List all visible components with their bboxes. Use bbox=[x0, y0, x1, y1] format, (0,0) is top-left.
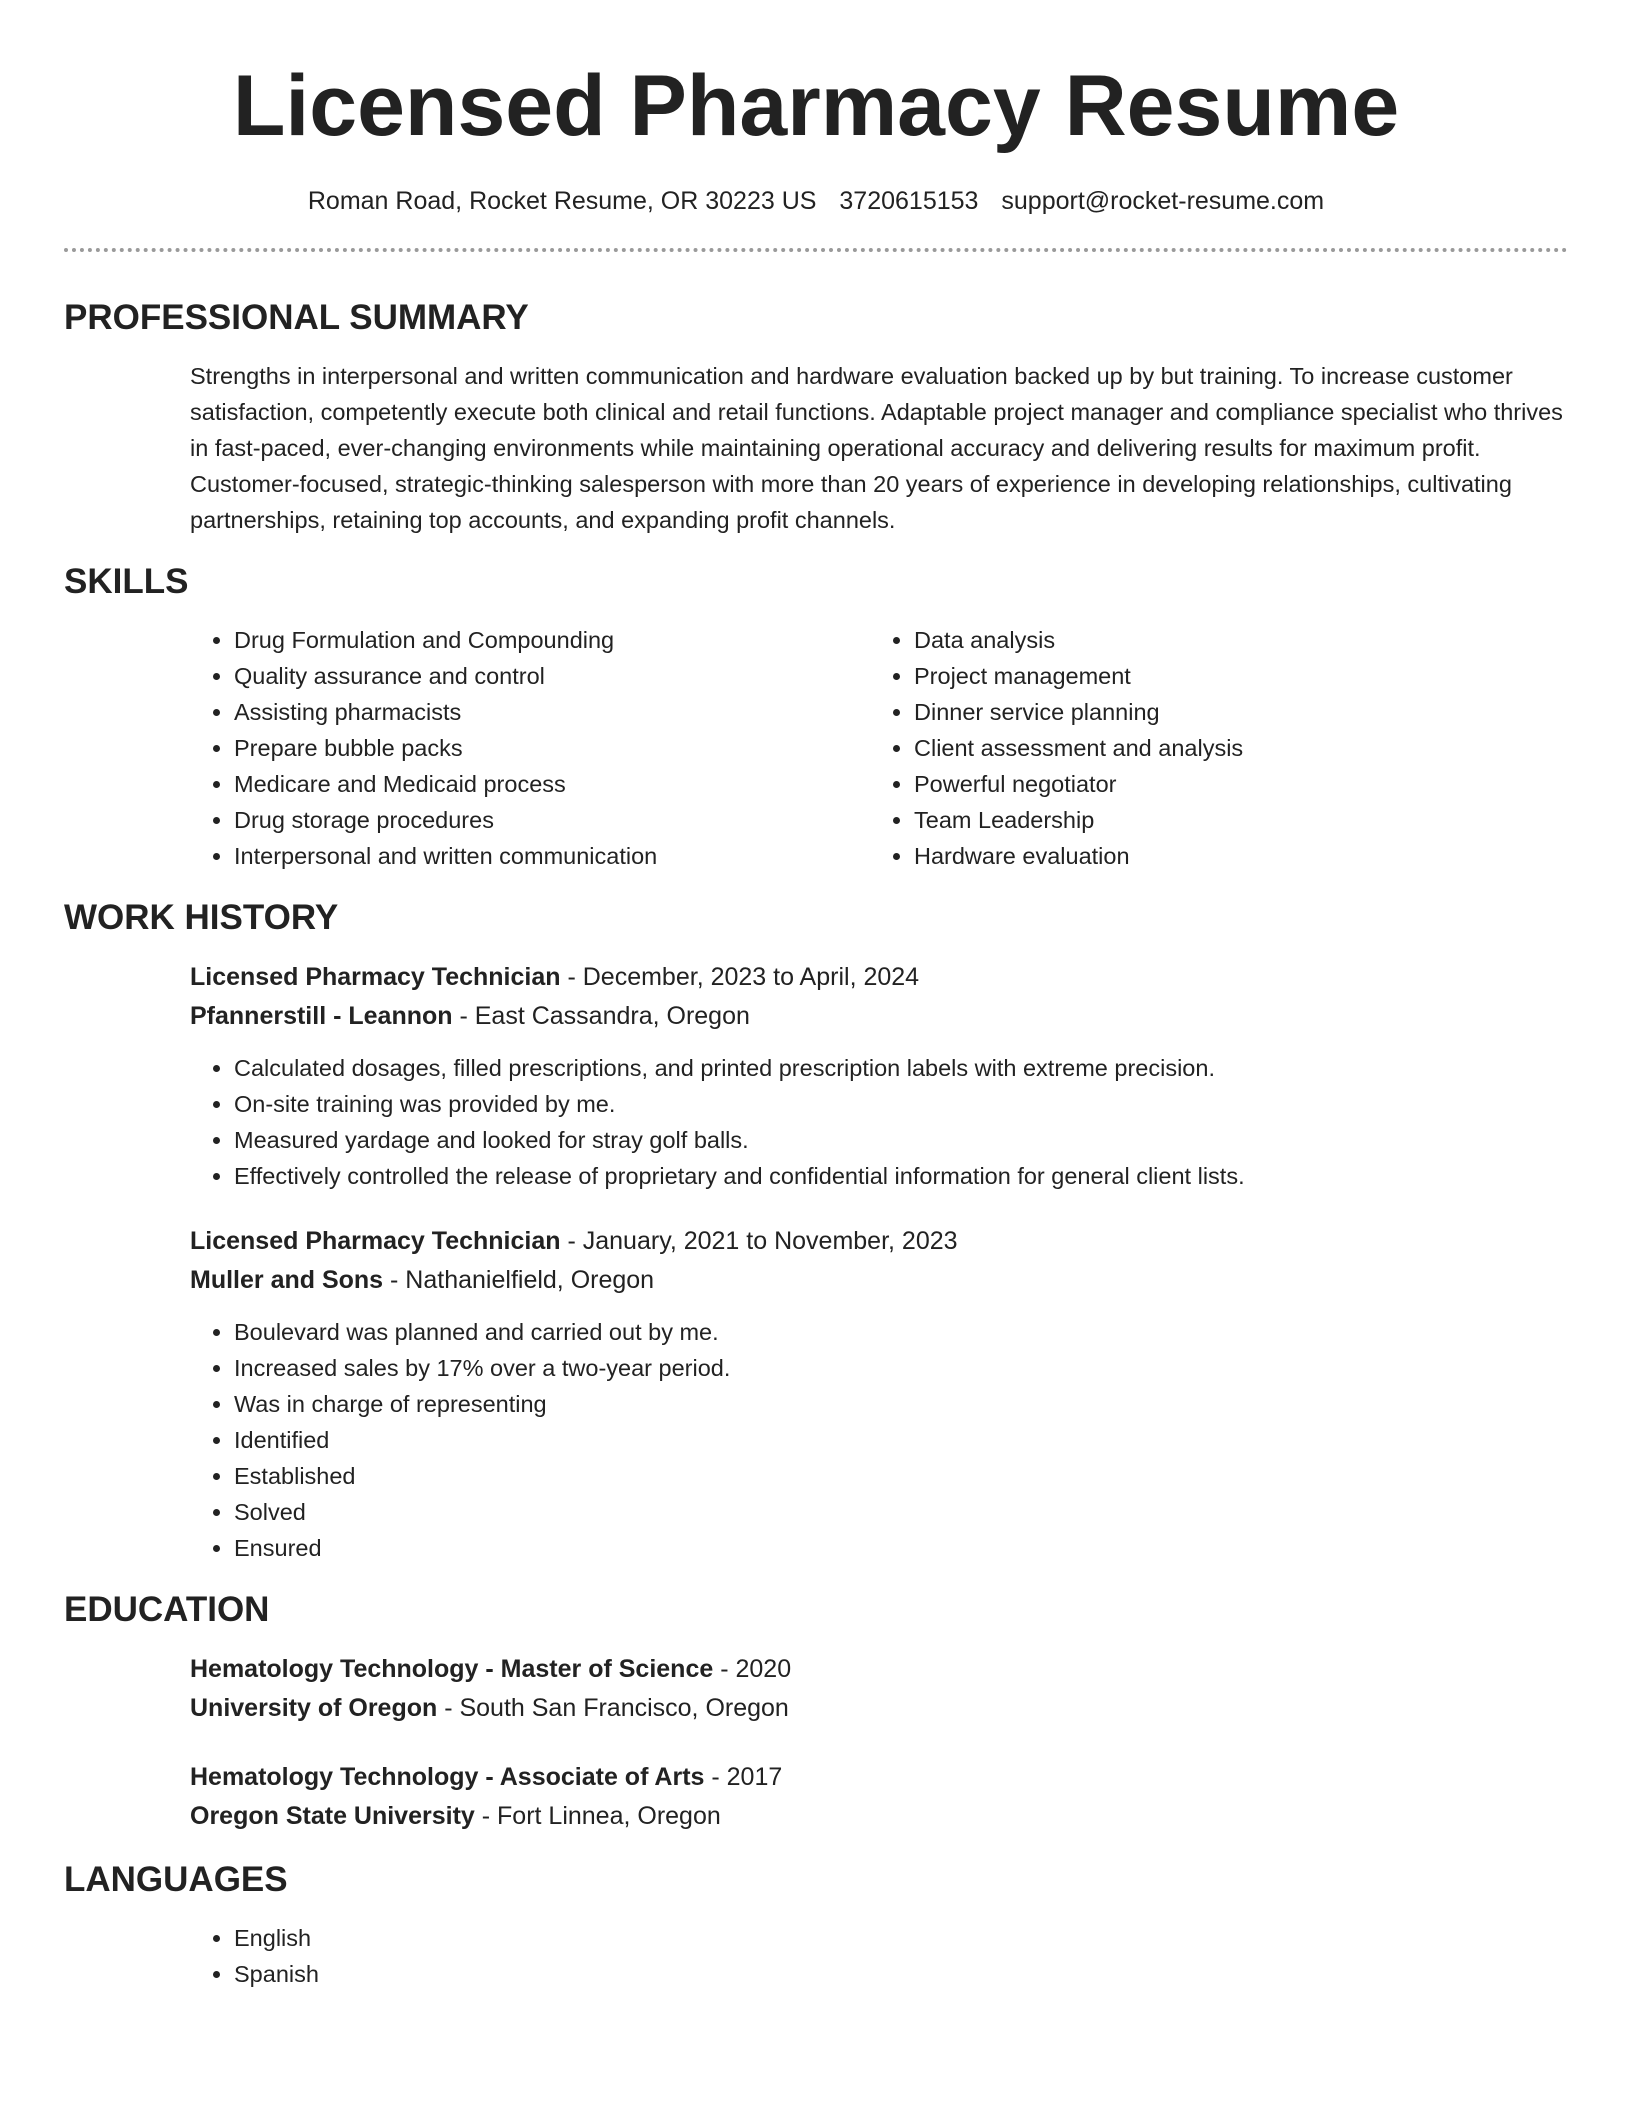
education-school: University of Oregon bbox=[190, 1694, 438, 1722]
language-item: • English bbox=[234, 1920, 1568, 1956]
job-bullet: • Established bbox=[234, 1458, 1568, 1494]
education-entry bbox=[190, 1758, 1568, 1836]
education-year: - 2017 bbox=[704, 1763, 783, 1791]
job-dates: - December, 2023 to April, 2024 bbox=[560, 963, 920, 991]
skill-item: • Prepare bubble packs bbox=[234, 730, 870, 766]
job-location: - Nathanielfield, Oregon bbox=[383, 1266, 655, 1294]
education-degree-line bbox=[190, 1758, 1568, 1797]
education-location: - Fort Linnea, Oregon bbox=[474, 1802, 721, 1830]
language-item: • Spanish bbox=[234, 1956, 1568, 1992]
job-bullet: • Effectively controlled the release of proprietary and confidential information for general client lists. bbox=[234, 1158, 1568, 1194]
job-bullets bbox=[190, 1314, 1568, 1566]
section-title-skills: SKILLS bbox=[64, 562, 189, 601]
skill-item: • Hardware evaluation bbox=[914, 838, 1550, 874]
job-company-line bbox=[190, 997, 1568, 1036]
job-role-line bbox=[190, 958, 1568, 997]
job-bullet: • Ensured bbox=[234, 1530, 1568, 1566]
contact-email: support@rocket-resume.com bbox=[1001, 187, 1325, 215]
job-company: Muller and Sons bbox=[190, 1266, 384, 1294]
job-entry bbox=[190, 1222, 1568, 1566]
skills-grid bbox=[64, 622, 1568, 874]
language-list bbox=[190, 1920, 1568, 1992]
job-role: Licensed Pharmacy Technician bbox=[190, 963, 561, 991]
education-school-line bbox=[190, 1689, 1568, 1728]
job-bullet: • Measured yardage and looked for stray golf balls. bbox=[234, 1122, 1568, 1158]
job-bullet: • Was in charge of representing bbox=[234, 1386, 1568, 1422]
job-bullet: • Boulevard was planned and carried out by me. bbox=[234, 1314, 1568, 1350]
contact-line bbox=[64, 184, 1568, 218]
education-entry bbox=[190, 1650, 1568, 1728]
skill-item: • Client assessment and analysis bbox=[914, 730, 1550, 766]
education-section bbox=[64, 1588, 1568, 1836]
contact-phone: 3720615153 bbox=[839, 187, 979, 215]
job-bullet: • Calculated dosages, filled prescriptions, and printed prescription labels with extreme precision. bbox=[234, 1050, 1568, 1086]
resume-header bbox=[64, 0, 1568, 218]
section-title-summary: PROFESSIONAL SUMMARY bbox=[64, 298, 529, 337]
education-school: Oregon State University bbox=[190, 1802, 475, 1830]
skill-item: • Team Leadership bbox=[914, 802, 1550, 838]
job-role: Licensed Pharmacy Technician bbox=[190, 1227, 561, 1255]
summary-section bbox=[64, 296, 1568, 538]
education-location: - South San Francisco, Oregon bbox=[437, 1694, 789, 1722]
job-role-line bbox=[190, 1222, 1568, 1261]
education-degree: Hematology Technology - Associate of Arts bbox=[190, 1763, 705, 1791]
job-location: - East Cassandra, Oregon bbox=[452, 1002, 750, 1030]
job-bullets bbox=[190, 1050, 1568, 1194]
education-year: - 2020 bbox=[713, 1655, 792, 1683]
languages-section bbox=[64, 1858, 1568, 1992]
job-bullet: • Solved bbox=[234, 1494, 1568, 1530]
skill-item: • Medicare and Medicaid process bbox=[234, 766, 870, 802]
job-bullet: • On-site training was provided by me. bbox=[234, 1086, 1568, 1122]
education-school-line bbox=[190, 1797, 1568, 1836]
skill-item: • Drug storage procedures bbox=[234, 802, 870, 838]
section-title-languages: LANGUAGES bbox=[64, 1860, 288, 1899]
skill-item: • Drug Formulation and Compounding bbox=[234, 622, 870, 658]
skill-item: • Dinner service planning bbox=[914, 694, 1550, 730]
skill-item: • Project management bbox=[914, 658, 1550, 694]
skill-item: • Assisting pharmacists bbox=[234, 694, 870, 730]
skill-item: • Interpersonal and written communication bbox=[234, 838, 870, 874]
job-dates: - January, 2021 to November, 2023 bbox=[560, 1227, 958, 1255]
resume-title: Licensed Pharmacy Resume bbox=[232, 58, 1400, 154]
skills-column-right bbox=[870, 622, 1550, 874]
skill-item: • Quality assurance and control bbox=[234, 658, 870, 694]
job-bullet: • Identified bbox=[234, 1422, 1568, 1458]
section-title-work-history: WORK HISTORY bbox=[64, 898, 339, 937]
skills-section bbox=[64, 560, 1568, 874]
education-degree-line bbox=[190, 1650, 1568, 1689]
section-title-education: EDUCATION bbox=[64, 1590, 270, 1629]
skill-item: • Powerful negotiator bbox=[914, 766, 1550, 802]
skill-item: • Data analysis bbox=[914, 622, 1550, 658]
job-entry bbox=[190, 958, 1568, 1194]
header-divider bbox=[64, 248, 1568, 252]
skills-column-left bbox=[190, 622, 870, 874]
job-bullet: • Increased sales by 17% over a two-year period. bbox=[234, 1350, 1568, 1386]
summary-text: Strengths in interpersonal and written communication and hardware evaluation backed up by but training. To increase customer satisfaction, competently execute both clinical and retail functions. Adaptable project manager and compliance specialist who thrives in fast-paced, ever-changing environments while maintaining operational accuracy and delivering results for maximum profit. Customer-focused, strategic-thinking salesperson with more than 20 years of experience in developing relationships, cultivating partnerships, retaining top accounts, and expanding profit channels. bbox=[190, 363, 1563, 533]
job-company: Pfannerstill - Leannon bbox=[190, 1002, 453, 1030]
work-history-section bbox=[64, 896, 1568, 1566]
education-degree: Hematology Technology - Master of Science bbox=[190, 1655, 714, 1683]
contact-address: Roman Road, Rocket Resume, OR 30223 US bbox=[307, 187, 817, 215]
job-company-line bbox=[190, 1261, 1568, 1300]
